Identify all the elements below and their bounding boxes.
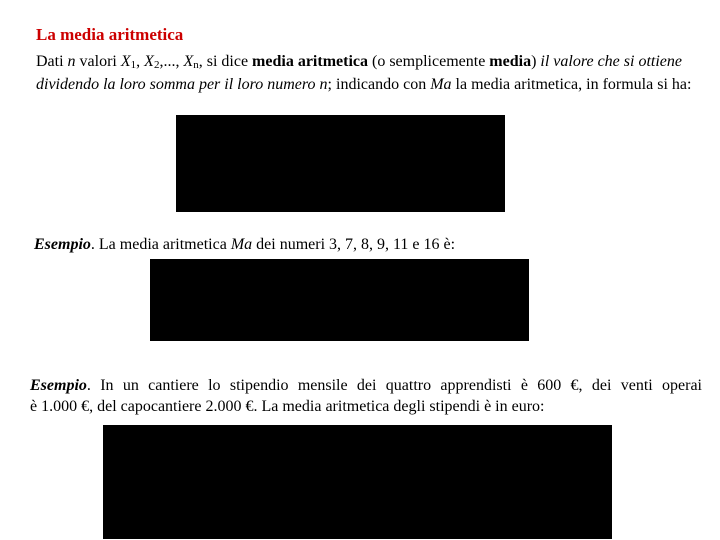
- formula-example2-image: [103, 425, 612, 539]
- definition-paragraph: Dati n valori X1, X2,..., Xn, si dice media aritmetica (o semplicemente media) il valore che si ottiene dividendo la loro somma per il loro numero n; indicando con Ma la media aritmetica, in formula si ha:: [36, 53, 692, 93]
- term-media-aritmetica: media aritmetica: [252, 53, 368, 70]
- formula-definition-image: [176, 115, 505, 212]
- example2-label: Esempio: [30, 377, 87, 394]
- page-title: La media aritmetica: [36, 25, 184, 44]
- example1-paragraph: Esempio. La media aritmetica Ma dei numeri 3, 7, 8, 9, 11 e 16 è:: [34, 236, 456, 253]
- example2-paragraph: Esempio. In un cantiere lo stipendio mensile dei quattro apprendisti è 600 €, dei venti operai è 1.000 €, del capocantiere 2.000 €. La media aritmetica degli stipendi è in euro:: [30, 377, 702, 415]
- example1-label: Esempio: [34, 236, 91, 253]
- term-media: media: [489, 53, 532, 70]
- formula-example1-image: [150, 259, 529, 341]
